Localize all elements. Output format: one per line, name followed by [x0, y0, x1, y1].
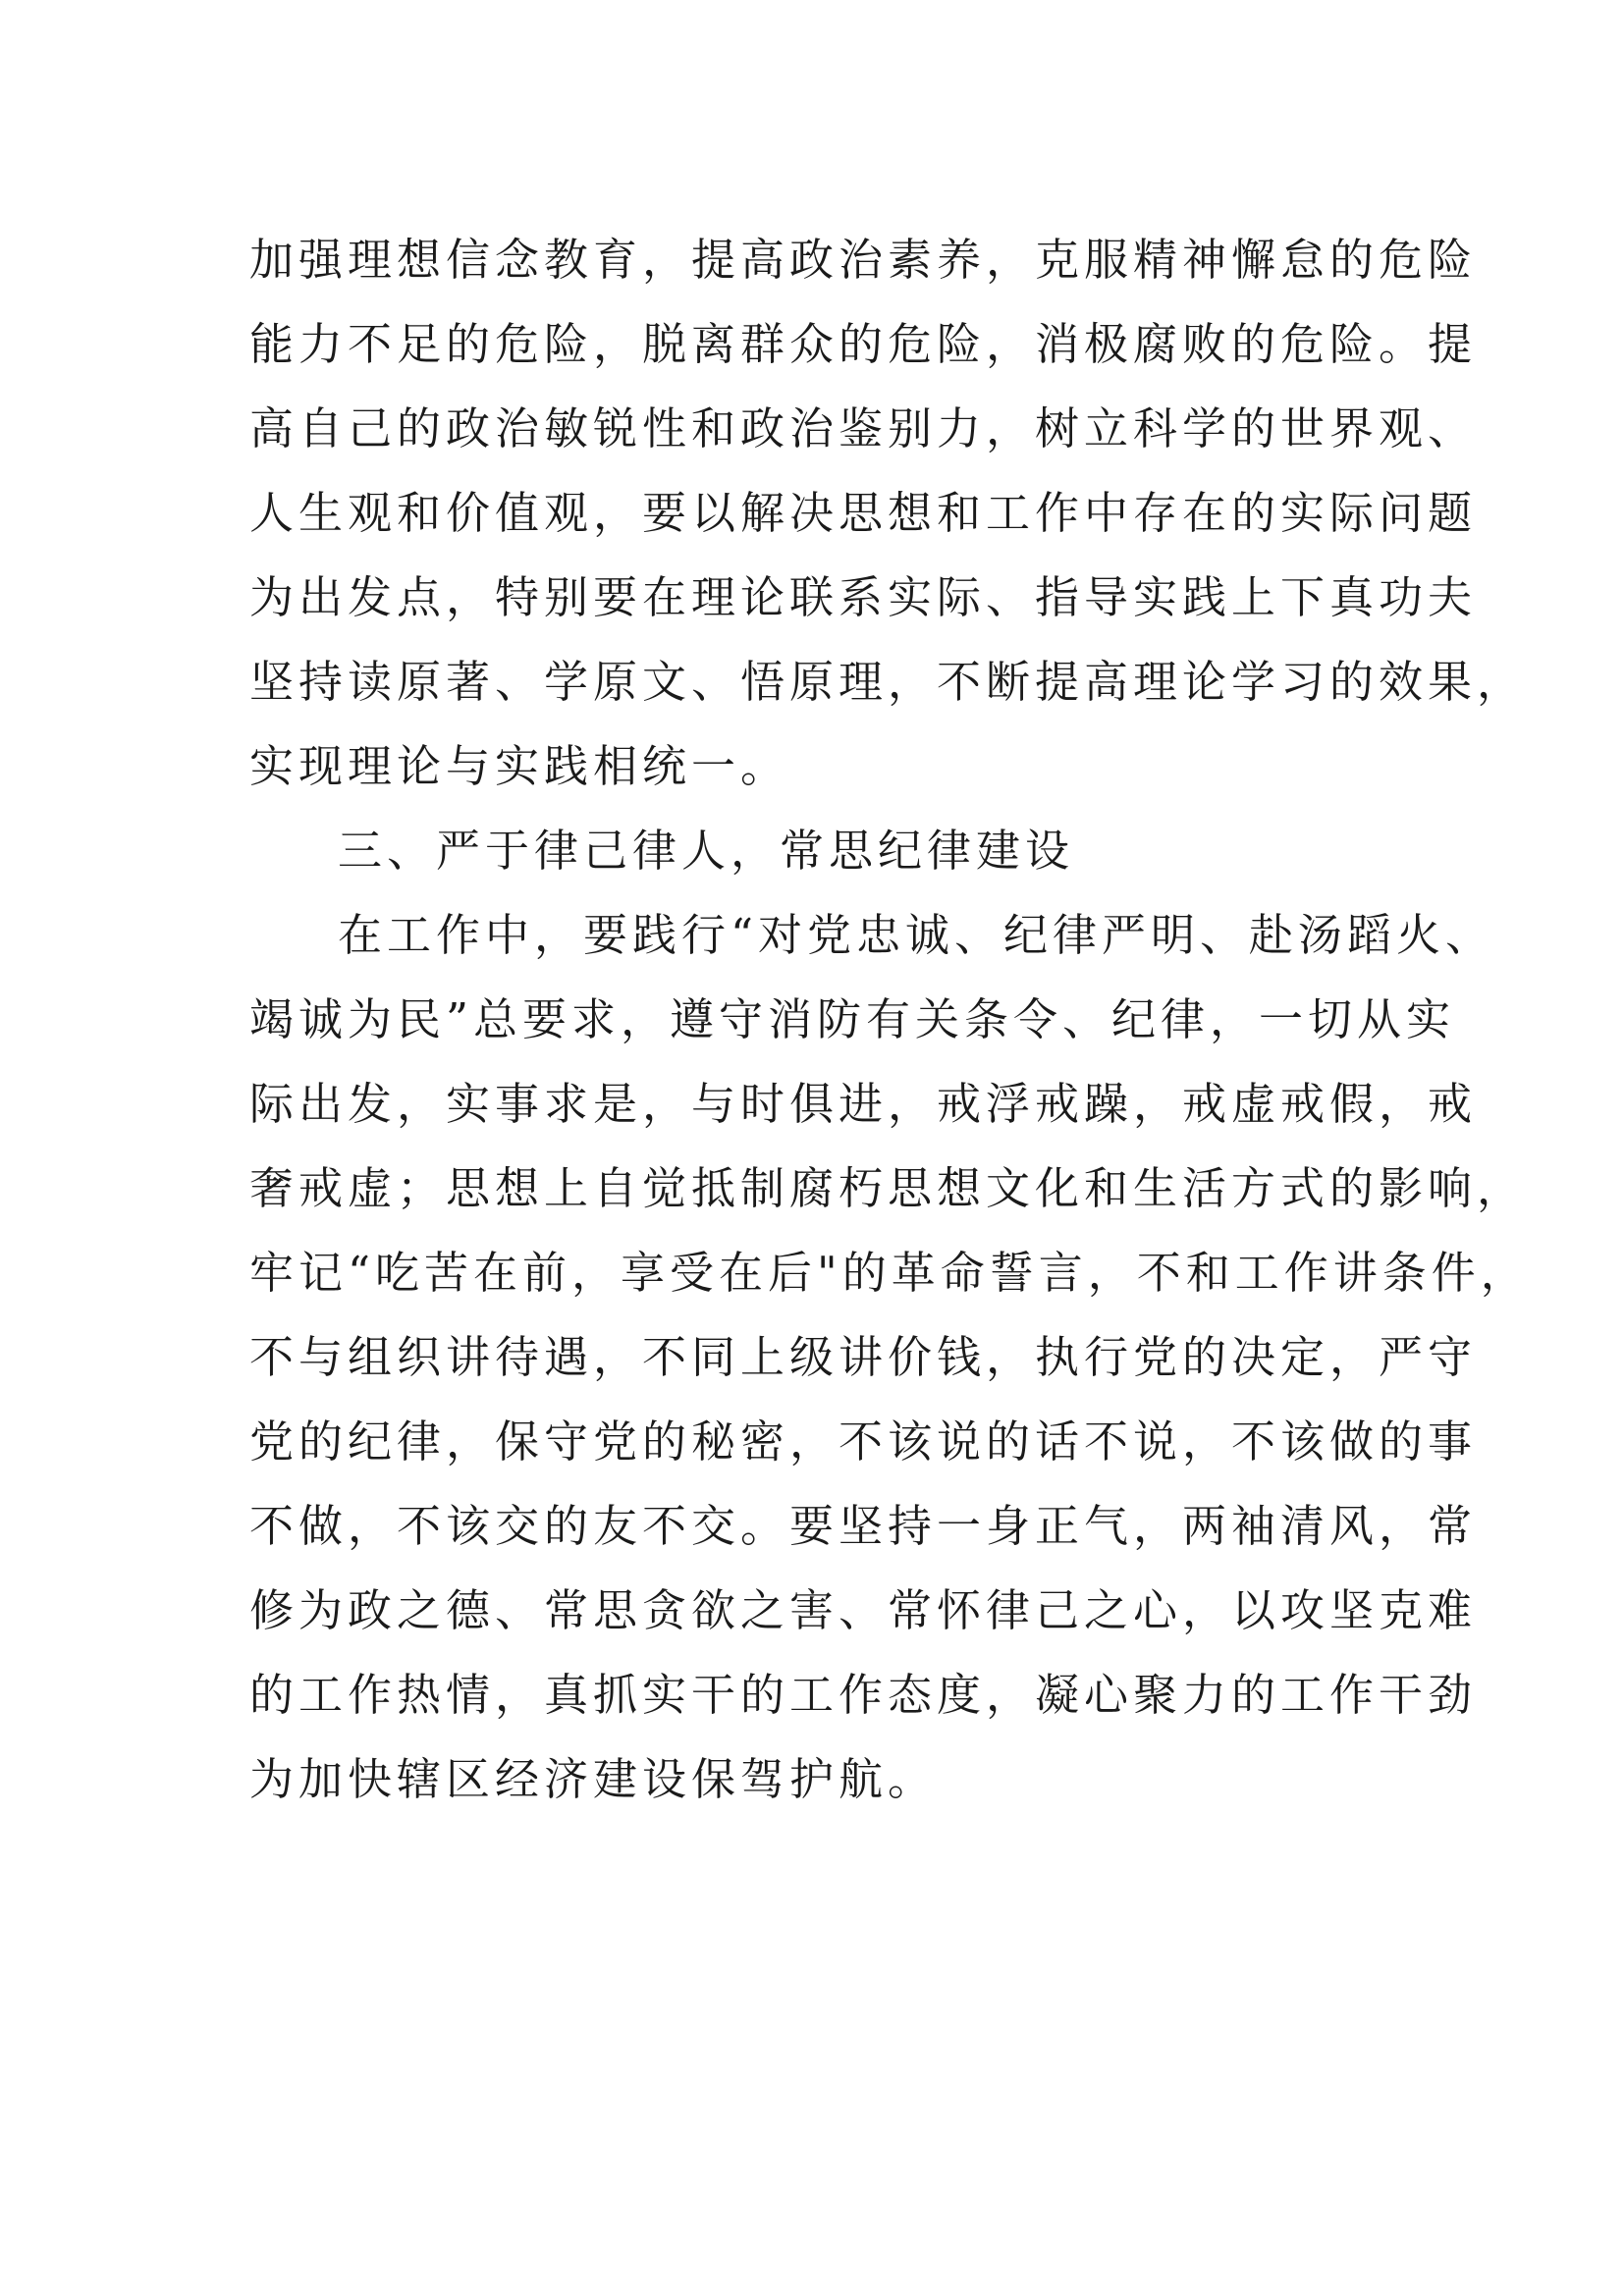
- paragraph-line: 加强理想信念教育，提高政治素养，克服精神懈怠的危险: [249, 234, 1478, 286]
- paragraph-line: 的工作热情，真抓实干的工作态度，凝心聚力的工作干劲: [249, 1669, 1478, 1721]
- paragraph-line: 在工作中，要践行“对党忠诚、纪律严明、赴汤蹈火、: [338, 909, 1495, 961]
- paragraph-line: 牢记“吃苦在前，享受在后"的革命誓言，不和工作讲条件，: [249, 1247, 1530, 1299]
- paragraph-line: 为加快辖区经济建设保驾护航。: [249, 1753, 938, 1805]
- paragraph-line: 高自己的政治敏锐性和政治鉴别力，树立科学的世界观、: [249, 402, 1478, 454]
- paragraph-line: 人生观和价值观，要以解决思想和工作中存在的实际问题: [249, 487, 1478, 539]
- paragraph-line: 竭诚为民”总要求，遵守消防有关条令、纪律，一切从实: [249, 993, 1456, 1045]
- paragraph-line: 际出发，实事求是，与时俱进，戒浮戒躁，戒虚戒假，戒: [249, 1078, 1478, 1130]
- section-heading: 三、严于律己律人，常思纪律建设: [338, 825, 1075, 877]
- paragraph-line: 坚持读原著、学原文、悟原理，不断提高理论学习的效果，: [249, 656, 1527, 708]
- paragraph-line: 能力不足的危险，脱离群众的危险，消极腐败的危险。提: [249, 318, 1478, 370]
- paragraph-line: 党的纪律，保守党的秘密，不该说的话不说，不该做的事: [249, 1415, 1478, 1468]
- paragraph-line: 奢戒虚；思想上自觉抵制腐朽思想文化和生活方式的影响，: [249, 1162, 1527, 1214]
- paragraph-line: 不与组织讲待遇，不同上级讲价钱，执行党的决定，严守: [249, 1331, 1478, 1383]
- paragraph-line: 实现理论与实践相统一。: [249, 740, 790, 792]
- paragraph-line: 不做，不该交的友不交。要坚持一身正气，两袖清风，常: [249, 1500, 1478, 1552]
- paragraph-line: 修为政之德、常思贪欲之害、常怀律己之心，以攻坚克难: [249, 1584, 1478, 1636]
- paragraph-line: 为出发点，特别要在理论联系实际、指导实践上下真功夫: [249, 571, 1478, 623]
- document-body: [249, 218, 1530, 1822]
